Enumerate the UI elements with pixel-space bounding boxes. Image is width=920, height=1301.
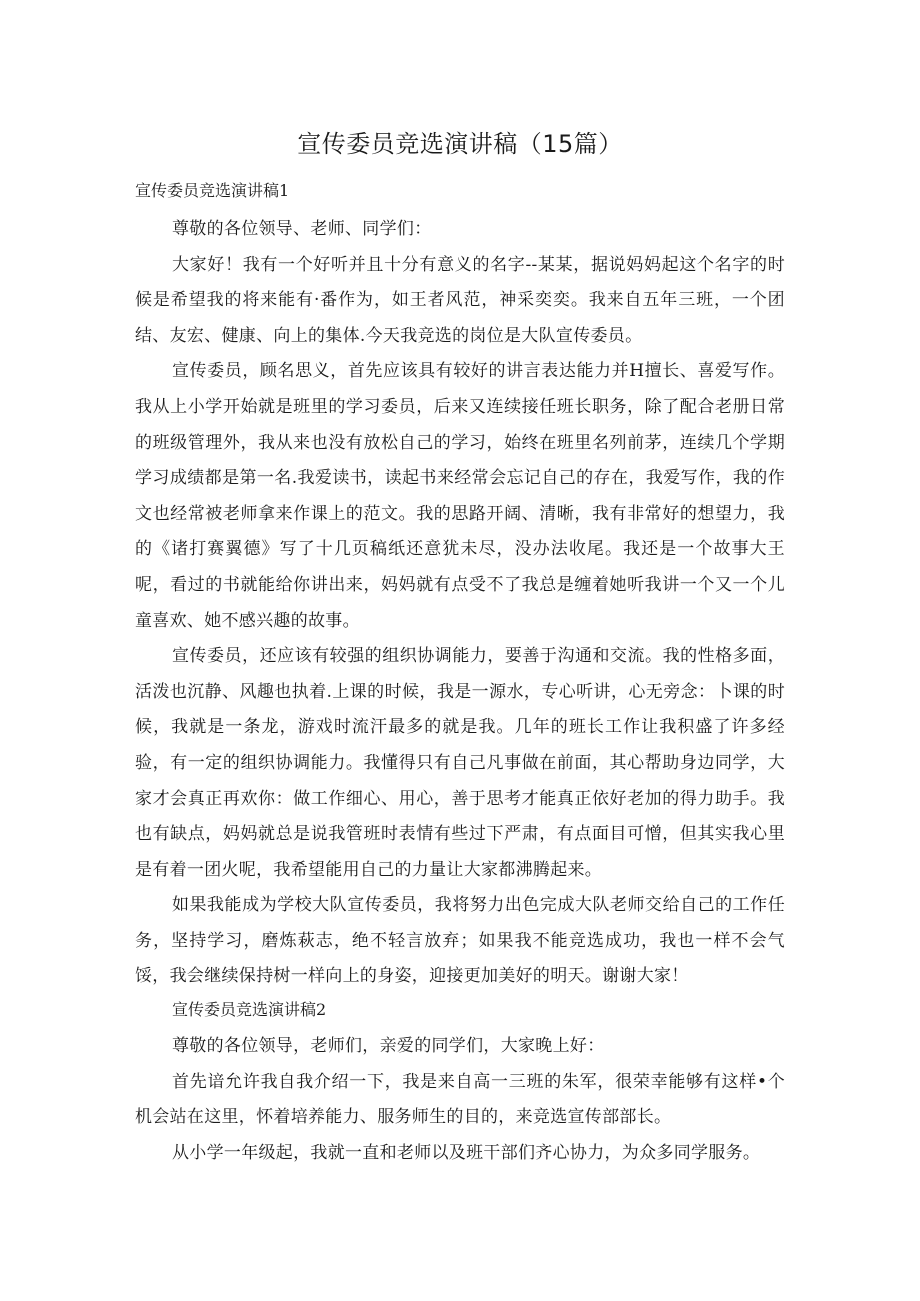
- paragraph-2-service: 从小学一年级起，我就一直和老师以及班干部们齐心协力，为众多同学服务。: [172, 1142, 761, 1163]
- document-title: 宣传委员竞选演讲稿（15篇）: [297, 130, 623, 158]
- section-heading-1: 宣传委员竞选演讲稿1: [135, 181, 290, 200]
- document-body: [135, 176, 785, 1171]
- salutation-1: 尊敬的各位领导、老师、同学们：: [172, 219, 432, 239]
- paragraph-1-intro: 大家好！我有一个好听并且十分有意义的名字--某某，据说妈妈起这个名字的时候是希望我的将来能有·番作为，如王者风范，神采奕奕。我来自五年三班，一个团结、友宏、健康、向上的集体.今天我竞选的岗位是大队宣传委员。: [135, 254, 785, 346]
- paragraph-1-closing: 如果我能成为学校大队宣传委员，我将努力出色完成大队老师交给自己的工作任务，坚持学习，磨炼萩志，绝不轻言放弃；如果我不能竞选成功，我也一样不会气馁，我会继续保持树一样向上的身姿，迎接更加美好的明天。谢谢大家！: [135, 895, 785, 987]
- paragraph-1-organizing: 宣传委员，还应该有较强的组织协调能力，要善于沟通和交流。我的性格多面，活泼也沉静、风趣也执着.上课的时候，我是一源水，专心听讲，心无旁念：卜课的时候，我就是一条龙，游戏时流汗最多的就是我。几年的班长工作让我积盛了许多经验，有一定的组织协调能力。我懂得只有自己凡事做在前面，其心帮助身边同学，大家才会真正再欢你：做工作细心、用心，善于思考才能真正依好老加的得力助手。我也有缺点，妈妈就总是说我管班时表情有些过下严肃，有点面目可憎，但其实我心里是有着一团火呢，我希望能用自己的力量让大家都沸腾起来。: [135, 646, 785, 880]
- section-heading-2: 宣传委员竞选演讲稿2: [172, 1000, 327, 1020]
- paragraph-2-intro: 首先谙允许我自我介绍一下，我是来自高一三班的朱军，很荣幸能够有这样•个机会站在这里，怀着培养能力、服务师生的目的，来竞选宣传部部长。: [135, 1071, 785, 1128]
- paragraph-1-writing: 宣传委员，顾名思义，首先应该具有较好的讲言表达能力并H擅长、喜爱写作。我从上小学开始就是班里的学习委员，后来又连续接任班长职务，除了配合老册日常的班级管理外，我从来也没有放松自己的学习，始终在班里名列前茅，连续几个学期学习成绩都是第一名.我爱读书，读起书来经常会忘记自己的存在，我爱写作，我的作文也经常被老师拿来作课上的范文。我的思路开阔、清晰，我有非常好的想望力，我的《诸打赛翼德》写了十几页稿纸还意犹未尽，没办法收尾。我还是一个故事大王呢，看过的书就能给你讲出来，妈妈就有点受不了我总是缠着她听我讲一个又一个儿童喜欢、她不感兴趣的故事。: [135, 361, 785, 631]
- salutation-2: 尊敬的各位领导，老师们，亲爱的同学们，大家晚上好：: [172, 1036, 605, 1057]
